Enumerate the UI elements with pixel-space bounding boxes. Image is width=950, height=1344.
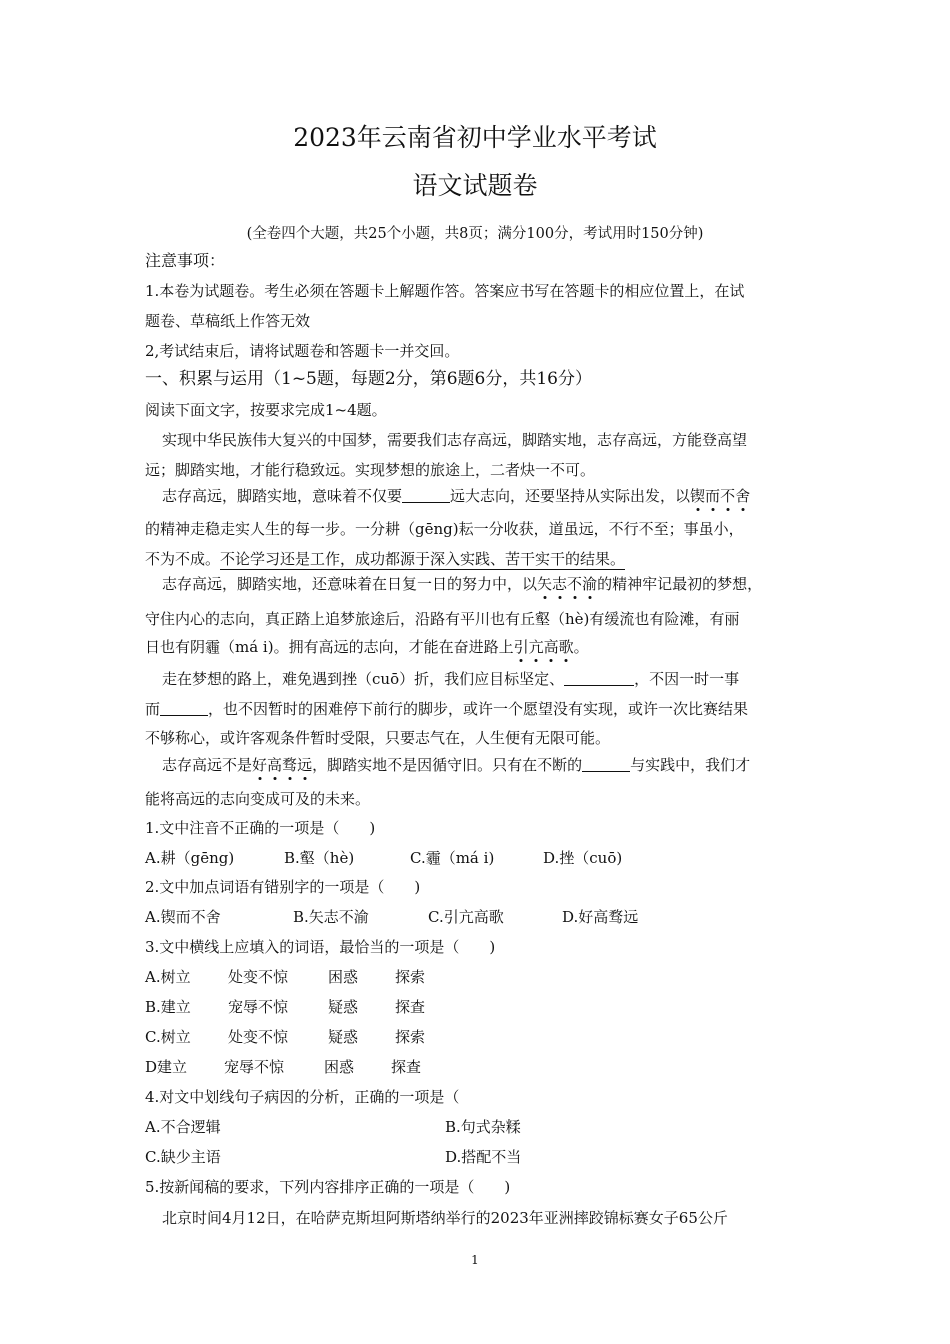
question-3-option-c-word4: 探索	[395, 1028, 426, 1046]
dotted-char: 高	[267, 756, 283, 774]
fill-blank-1	[402, 488, 450, 503]
question-4-option-c: C.缺少主语	[145, 1148, 221, 1166]
question-2-option-a: A.锲而不舍	[145, 908, 221, 926]
question-1-option-a: A.耕（gēng)	[145, 849, 235, 867]
dotted-char: 高	[543, 638, 559, 656]
question-4-stem: 4.对文中划线句子病因的分析，正确的一项是（	[145, 1088, 460, 1106]
notice-item1-line2: 题卷、草稿纸上作答无效	[145, 312, 311, 330]
passage-p3-line2: 守住内心的志向，真正踏上追梦旅途后，沿路有平川也有丘壑（hè)有缓流也有险滩，有丽	[145, 610, 740, 628]
question-3-option-d-word1: D建立	[145, 1058, 188, 1076]
text: 走在梦想的路上，难免遇到挫（cuō）折，我们应目标坚定、	[162, 670, 565, 688]
text: 不为不成。	[145, 550, 221, 568]
question-3-option-b-word4: 探查	[395, 998, 426, 1016]
question-3-option-a-word2: 处变不惊	[228, 968, 289, 986]
passage-p2-line3	[145, 552, 625, 567]
question-3-option-a-word3: 困惑	[328, 968, 359, 986]
exam-title: 2023年云南省初中学业水平考试	[293, 123, 657, 152]
question-3-option-d-word4: 探查	[391, 1058, 422, 1076]
passage-p2-line2: 的精神走稳走实人生的每一步。一分耕（gēng)耘一分收获，道虽远，不行不至；事虽小，	[145, 520, 744, 538]
dotted-char: 舍	[735, 487, 751, 505]
text: 与实践中，我们才	[630, 756, 751, 774]
dotted-char: 渝	[582, 575, 598, 593]
question-4-option-d: D.搭配不当	[445, 1148, 522, 1166]
dotted-char: 骛	[282, 756, 298, 774]
question-3-stem: 3.文中横线上应填入的词语，最恰当的一项是（ )	[145, 938, 496, 956]
question-3-option-b-word2: 宠辱不惊	[228, 998, 289, 1016]
notice-item2: 2,考试结束后，请将试题卷和答题卡一并交回。	[145, 342, 460, 360]
question-1-option-b: B.壑（hè)	[284, 849, 355, 867]
passage-p1-line2: 远；脚踏实地，才能行稳致远。实现梦想的旅途上，二者炔一不可。	[145, 461, 596, 479]
dotted-char: 志	[552, 575, 568, 593]
fill-blank-3	[160, 701, 208, 716]
passage-p1-line1: 实现中华民族伟大复兴的中国梦，需要我们志存高远，脚踏实地，志存高远，方能登高望	[162, 431, 748, 449]
question-5-text: 北京时间4月12日，在哈萨克斯坦阿斯塔纳举行的2023年亚洲摔跤锦标赛女子65公斤	[162, 1209, 728, 1227]
question-3-option-c-word2: 处变不惊	[228, 1028, 289, 1046]
text: 志存高远，脚踏实地，意味着不仅要	[162, 487, 403, 505]
question-4-option-b: B.句式杂糅	[445, 1118, 521, 1136]
passage-p4-line1	[162, 671, 739, 687]
text: 而	[145, 700, 161, 718]
question-1-option-c: C.霾（má i)	[410, 849, 495, 867]
question-3-option-a-word4: 探索	[395, 968, 426, 986]
text: ，也不因暂时的困难停下前行的脚步，或许一个愿望没有实现，或许一次比赛结果	[208, 700, 749, 718]
exam-info: (全卷四个大题，共25个小题，共8页；满分100分，考试用时150分钟)	[246, 226, 704, 242]
text: 。	[573, 638, 589, 656]
notice-item1-line1: 1.本卷为试题卷。考生必须在答题卡上解题作答。答案应书写在答题卡的相应位置上，在试	[145, 282, 745, 300]
dotted-char: 不	[567, 575, 583, 593]
passage-p5-line2: 能将高远的志向变成可及的未来。	[145, 790, 371, 808]
question-3-option-c-word1: C.树立	[145, 1028, 191, 1046]
passage-p5-line1	[162, 757, 750, 773]
question-2-option-c: C.引亢高歌	[428, 908, 504, 926]
text: 志存高远不是	[162, 756, 253, 774]
question-3-option-b-word1: B.建立	[145, 998, 191, 1016]
text: 志存高远，脚踏实地，还意味着在日复一日的努力中，以	[162, 575, 538, 593]
question-2-stem: 2.文中加点词语有错别字的一项是（ )	[145, 878, 421, 896]
passage-p2-line1	[162, 488, 750, 504]
dotted-char: 而	[705, 487, 721, 505]
question-2-option-d: D.好高骛远	[562, 908, 639, 926]
text: 的精神牢记最初的梦想，	[597, 575, 763, 593]
question-1-stem: 1.文中注音不正确的一项是（ )	[145, 819, 376, 837]
text: 日也有阴霾（má i)。拥有高远的志向，才能在奋进路上	[145, 638, 514, 656]
notice-heading: 注意事项：	[145, 251, 226, 270]
underlined-sentence: 不论学习还是工作，成功都源于深入实践、苦干实干的结果。	[220, 550, 626, 568]
question-2-option-b: B.矢志不渝	[293, 908, 369, 926]
dotted-char: 不	[720, 487, 736, 505]
question-3-option-c-word3: 疑惑	[328, 1028, 359, 1046]
question-3-option-b-word3: 疑惑	[328, 998, 359, 1016]
question-3-option-d-word3: 困惑	[324, 1058, 355, 1076]
fill-blank-2	[564, 671, 634, 686]
section1-heading: 一、积累与运用（1~5题，每题2分，第6题6分，共16分）	[145, 369, 592, 389]
text: 远大志向，还要坚持从实际出发，以	[450, 487, 691, 505]
fill-blank-4	[582, 757, 630, 772]
question-4-option-a: A.不合逻辑	[145, 1118, 221, 1136]
passage-p3-line1	[162, 577, 762, 592]
section1-instruction: 阅读下面文字，按要求完成1~4题。	[145, 401, 387, 419]
dotted-char: 歌	[558, 638, 574, 656]
text: ，脚踏实地不是因循守旧。只有在不断的	[312, 756, 583, 774]
dotted-char: 远	[297, 756, 313, 774]
dotted-char: 引	[513, 638, 529, 656]
question-1-option-d: D.挫（cuō)	[543, 849, 623, 867]
exam-subtitle: 语文试题卷	[412, 171, 538, 200]
question-5-stem: 5.按新闻稿的要求，下列内容排序正确的一项是（ )	[145, 1178, 511, 1196]
passage-p3-line3	[145, 640, 589, 655]
page-number: 1	[471, 1253, 479, 1267]
passage-p4-line3: 不够称心，或许客观条件暂时受限，只要志气在，人生便有无限可能。	[145, 729, 611, 747]
dotted-char: 好	[252, 756, 268, 774]
dotted-char: 亢	[528, 638, 544, 656]
dotted-char: 锲	[690, 487, 706, 505]
text: ，不因一时一事	[634, 670, 740, 688]
question-3-option-a-word1: A.树立	[145, 968, 191, 986]
dotted-char: 矢	[537, 575, 553, 593]
question-3-option-d-word2: 宠辱不惊	[224, 1058, 285, 1076]
passage-p4-line2	[145, 701, 748, 717]
